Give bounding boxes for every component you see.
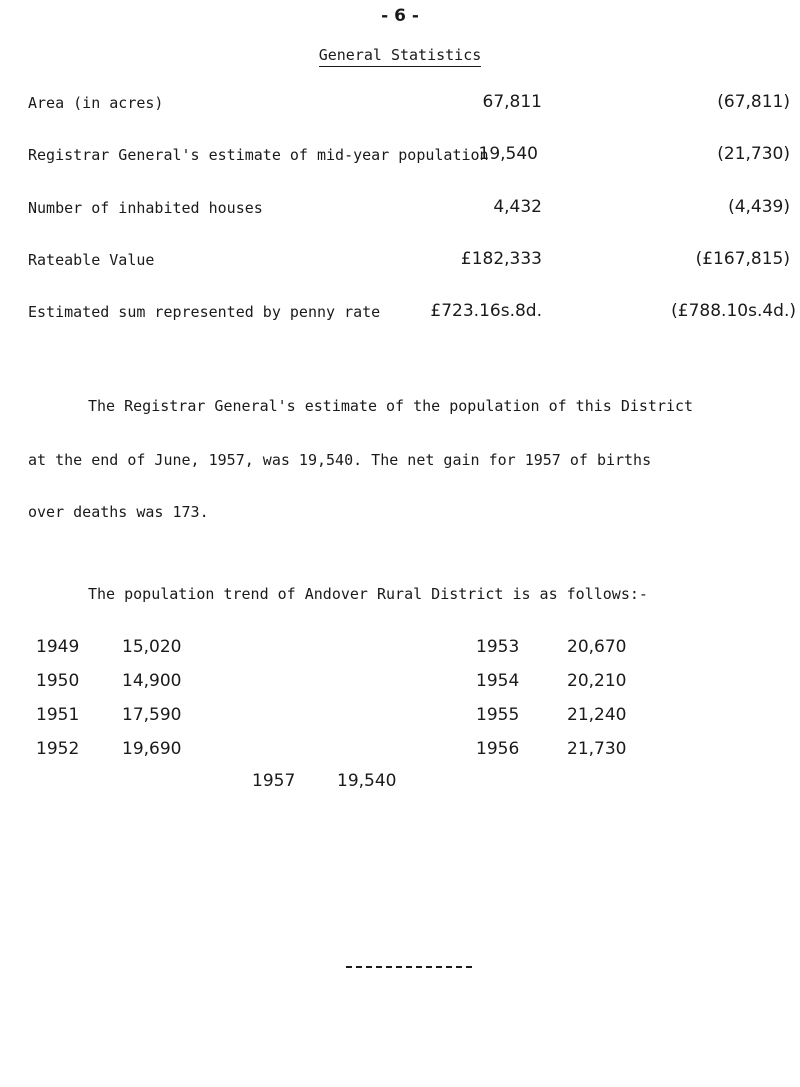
page-number: - 6 -: [381, 6, 419, 26]
stat-value-rateable-value: £182,333: [460, 249, 542, 269]
stat-previous-houses: (4,439): [728, 197, 790, 217]
trend-population: 17,590: [122, 705, 182, 725]
trend-year: 1951: [36, 705, 80, 725]
trend-year: 1952: [36, 739, 80, 759]
stat-previous-area: (67,811): [717, 92, 790, 112]
trend-population: 20,210: [567, 671, 627, 691]
trend-year: 1953: [476, 637, 520, 657]
trend-year: 1956: [476, 739, 520, 759]
paragraph-line: over deaths was 173.: [28, 503, 209, 521]
stat-value-population: 19,540: [478, 144, 538, 164]
stat-previous-rateable-value: (£167,815): [695, 249, 790, 269]
trend-year: 1957: [252, 771, 296, 791]
trend-population: 19,690: [122, 739, 182, 759]
heading-text: General Statistics: [319, 46, 482, 67]
trend-population: 20,670: [567, 637, 627, 657]
stat-value-area: 67,811: [482, 92, 542, 112]
trend-year: 1955: [476, 705, 520, 725]
trend-population: 19,540: [337, 771, 397, 791]
paragraph-line: at the end of June, 1957, was 19,540. The net gain for 1957 of births: [28, 451, 652, 469]
stat-label-penny-rate: Estimated sum represented by penny rate: [28, 303, 381, 321]
stat-value-houses: 4,432: [493, 197, 542, 217]
stat-value-penny-rate: £723.16s.8d.: [430, 301, 542, 321]
stat-label-houses: Number of inhabited houses: [28, 199, 263, 217]
stat-label-population: Registrar General's estimate of mid-year population: [28, 146, 489, 164]
end-rule: [346, 966, 472, 968]
trend-intro: The population trend of Andover Rural District is as follows:-: [88, 585, 648, 603]
trend-population: 14,900: [122, 671, 182, 691]
stat-previous-population: (21,730): [717, 144, 790, 164]
trend-population: 15,020: [122, 637, 182, 657]
stat-previous-penny-rate: (£788.10s.4d.): [671, 301, 796, 321]
trend-year: 1950: [36, 671, 80, 691]
trend-year: 1949: [36, 637, 80, 657]
page-heading: [0, 46, 800, 64]
trend-population: 21,240: [567, 705, 627, 725]
stat-label-area: Area (in acres): [28, 94, 164, 112]
stat-label-rateable-value: Rateable Value: [28, 251, 155, 269]
paragraph-line: The Registrar General's estimate of the population of this District: [88, 397, 694, 415]
trend-year: 1954: [476, 671, 520, 691]
trend-population: 21,730: [567, 739, 627, 759]
